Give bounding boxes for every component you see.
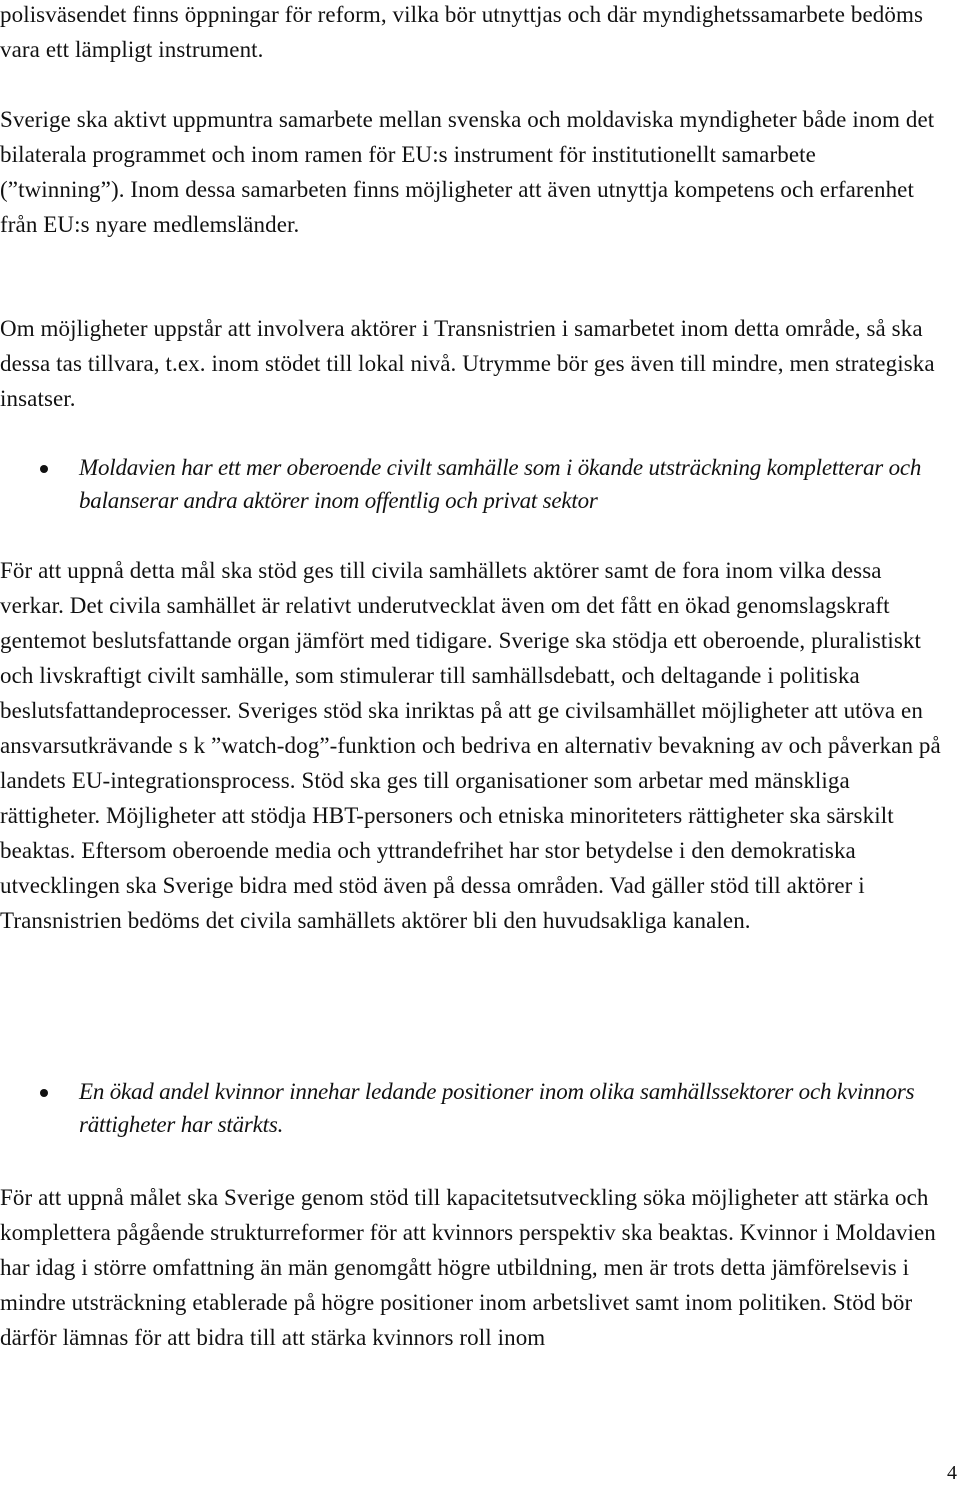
paragraph-police-reform: polisväsendet finns öppningar för reform, vilka bör utnyttjas och där myndighetssamarbete bedöms vara ett lämpligt instrument. xyxy=(0,2,923,62)
bullet-women-rights xyxy=(0,1075,950,1145)
paragraph-women-capacity: För att uppnå målet ska Sverige genom stöd till kapacitetsutveckling söka möjligheter att stärka och komplettera pågående strukturreformer för att kvinnors perspektiv ska beaktas. Kvinnor i Moldavien har idag i större omfattning än män genomgått högre utbildning, men är trots detta jämförelsevis i mindre utsträckning etablerade på högre positioner inom arbetslivet samt inom politiken. Stöd bör därför lämnas för att bidra till att stärka kvinnors roll inom xyxy=(0,1185,936,1350)
bullet-marker xyxy=(40,1089,48,1097)
bullet-text-civil-society: Moldavien har ett mer oberoende civilt samhälle som i ökande utsträckning kompletterar och balanserar andra aktörer inom offentlig och privat sektor xyxy=(79,455,922,513)
paragraph-transnistria-actors: Om möjligheter uppstår att involvera aktörer i Transnistrien i samarbetet inom detta område, så ska dessa tas tillvara, t.ex. inom stödet till lokal nivå. Utrymme bör ges även till mindre, men strategiska insatser. xyxy=(0,316,935,411)
bullet-civil-society xyxy=(0,451,950,521)
paragraph-civil-society-support: För att uppnå detta mål ska stöd ges till civila samhällets aktörer samt de fora inom vilka dessa verkar. Det civila samhället är relativt underutvecklat även om det fått en ökad genomslagskraft gentemot beslutsfattande organ jämfört med tidigare. Sverige ska stödja ett oberoende, pluralistiskt och livskraftigt civilt samhälle, som stimulerar till samhällsdebatt, och deltagande i politiska beslutsfattandeprocesser. Sveriges stöd ska inriktas på att ge civilsamhället möjligheter att utöva en ansvarsutkrävande s k ”watch-dog”-funktion och bedriva en alternativ bevakning av och påverkan på landets EU-integrationsprocess. Stöd ska ges till organisationer som arbetar med mänskliga rättigheter. Möjligheter att stödja HBT-personers och etniska minoriteters rättigheter ska särskilt beaktas. Eftersom oberoende media och yttrandefrihet har stor betydelse i den demokratiska utvecklingen ska Sverige bidra med stöd även på dessa områden. Vad gäller stöd till aktörer i Transnistrien bedöms det civila samhällets aktörer bli den huvudsakliga kanalen. xyxy=(0,558,941,933)
paragraph-authority-cooperation: Sverige ska aktivt uppmuntra samarbete mellan svenska och moldaviska myndigheter både inom det bilaterala programmet och inom ramen för EU:s instrument för institutionellt samarbete (”twinning”). Inom dessa samarbeten finns möjligheter att även utnyttja kompetens och erfarenhet från EU:s nyare medlemsländer. xyxy=(0,107,935,237)
page-number: 4 xyxy=(947,1462,957,1484)
bullet-text-women-rights: En ökad andel kvinnor innehar ledande positioner inom olika samhällssektorer och kvinnors rättigheter har stärkts. xyxy=(79,1079,915,1137)
bullet-marker xyxy=(40,465,48,473)
